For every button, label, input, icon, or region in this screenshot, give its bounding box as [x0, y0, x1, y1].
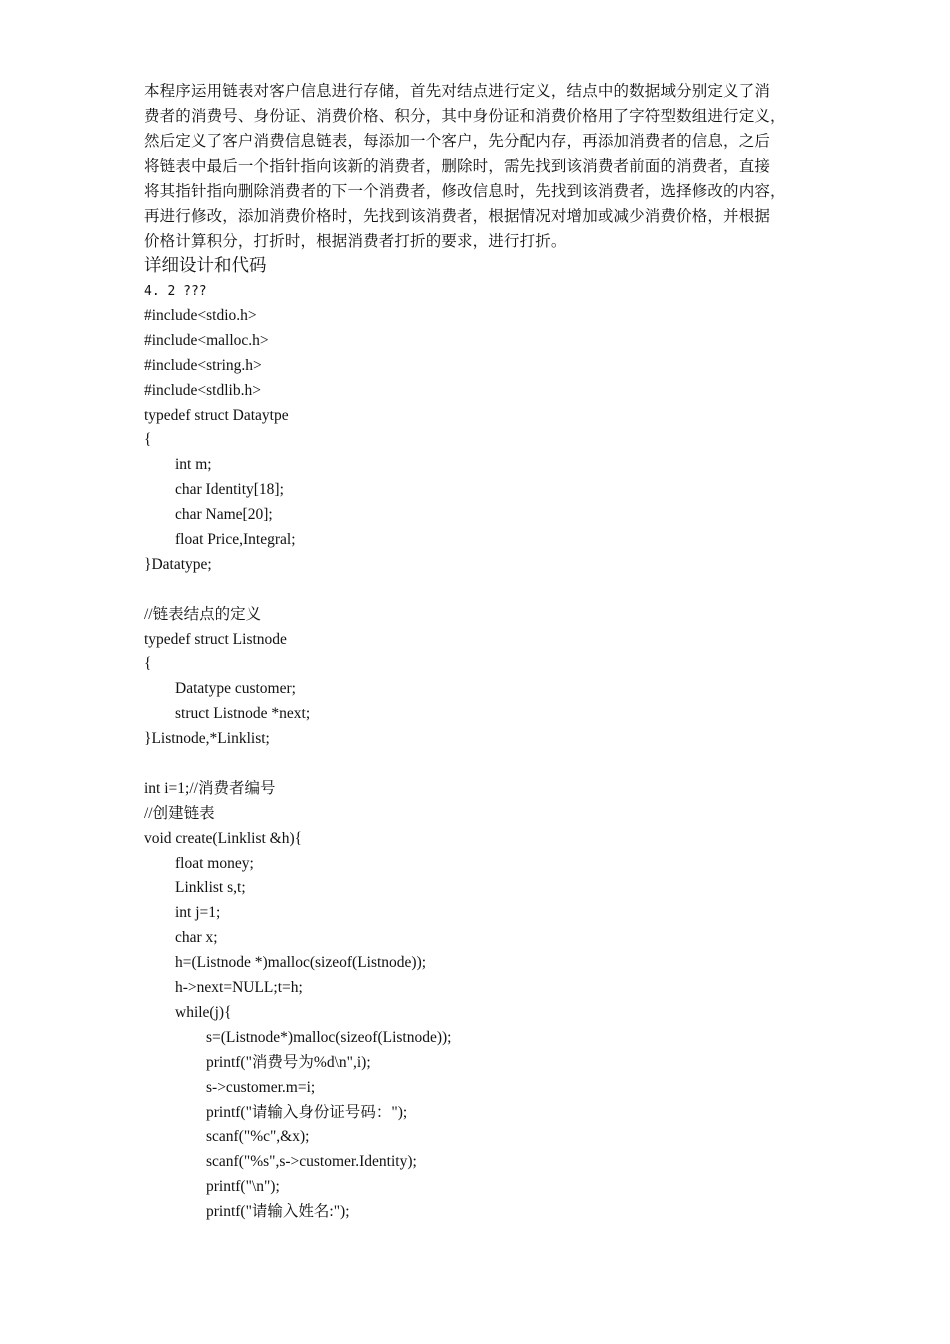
code-line: char Identity[18];	[144, 481, 284, 499]
code-line: #include<stdio.h>	[144, 307, 257, 324]
code-line: {	[144, 431, 152, 449]
intro-line: 再进行修改，添加消费价格时，先找到该消费者，根据情况对增加或减少消费价格，并根据	[144, 207, 771, 225]
intro-line: 价格计算积分，打折时，根据消费者打折的要求，进行打折。	[144, 232, 567, 250]
intro-line: 将链表中最后一个指针指向该新的消费者，删除时，需先找到该消费者前面的消费者，直接	[144, 157, 771, 175]
code-line: }Datatype;	[144, 555, 212, 573]
code-line	[144, 752, 844, 777]
code-line: Datatype customer;	[144, 680, 296, 698]
code-line: typedef struct Dataytpe	[144, 406, 289, 424]
code-line: void create(Linklist &h){	[144, 829, 303, 847]
code-line: printf("\n");	[144, 1178, 280, 1196]
code-line: scanf("%c",&x);	[144, 1128, 310, 1146]
intro-line: 费者的消费号、身份证、消费价格、积分，其中身份证和消费价格用了字符型数组进行定义，	[144, 107, 786, 125]
code-line: #include<stdlib.h>	[144, 381, 261, 399]
code-line: s=(Listnode*)malloc(sizeof(Listnode));	[144, 1028, 452, 1046]
code-line: char Name[20];	[144, 506, 273, 524]
code-line	[144, 578, 844, 603]
code-line: int j=1;	[144, 904, 221, 922]
section-title: 详细设计和代码	[144, 256, 267, 276]
code-line: s->customer.m=i;	[144, 1078, 316, 1096]
code-line: h->next=NULL;t=h;	[144, 979, 303, 997]
code-line: //创建链表	[144, 804, 215, 822]
code-line: {	[144, 655, 152, 673]
code-line: printf("请输入姓名:");	[144, 1203, 350, 1221]
code-line: Linklist s,t;	[144, 879, 246, 897]
code-line: float Price,Integral;	[144, 531, 296, 549]
code-line: int m;	[144, 456, 212, 474]
code-line: //链表结点的定义	[144, 605, 262, 623]
intro-line: 本程序运用链表对客户信息进行存储，首先对结点进行定义，结点中的数据域分别定义了消	[144, 82, 771, 100]
intro-line: 将其指针指向删除消费者的下一个消费者，修改信息时，先找到该消费者，选择修改的内容，	[144, 182, 786, 200]
code-listing	[144, 304, 844, 1225]
intro-line: 然后定义了客户消费信息链表，每添加一个客户，先分配内存，再添加消费者的信息，之后	[144, 132, 771, 150]
code-line: }Listnode,*Linklist;	[144, 730, 270, 748]
code-line: #include<string.h>	[144, 356, 262, 374]
code-line: struct Listnode *next;	[144, 705, 311, 723]
code-line: scanf("%s",s->customer.Identity);	[144, 1153, 417, 1171]
code-line: printf("消费号为%d\n",i);	[144, 1053, 371, 1071]
code-line: printf("请输入身份证号码：");	[144, 1103, 408, 1121]
code-line: char x;	[144, 929, 218, 947]
subsection-heading: 4. 2 ???	[144, 284, 207, 299]
code-line: typedef struct Listnode	[144, 630, 287, 648]
code-line: int i=1;//消费者编号	[144, 779, 276, 797]
intro-paragraph	[144, 79, 812, 254]
code-line: h=(Listnode *)malloc(sizeof(Listnode));	[144, 954, 427, 972]
code-line: #include<malloc.h>	[144, 331, 269, 349]
code-line: float money;	[144, 854, 254, 872]
code-line: while(j){	[144, 1003, 232, 1021]
